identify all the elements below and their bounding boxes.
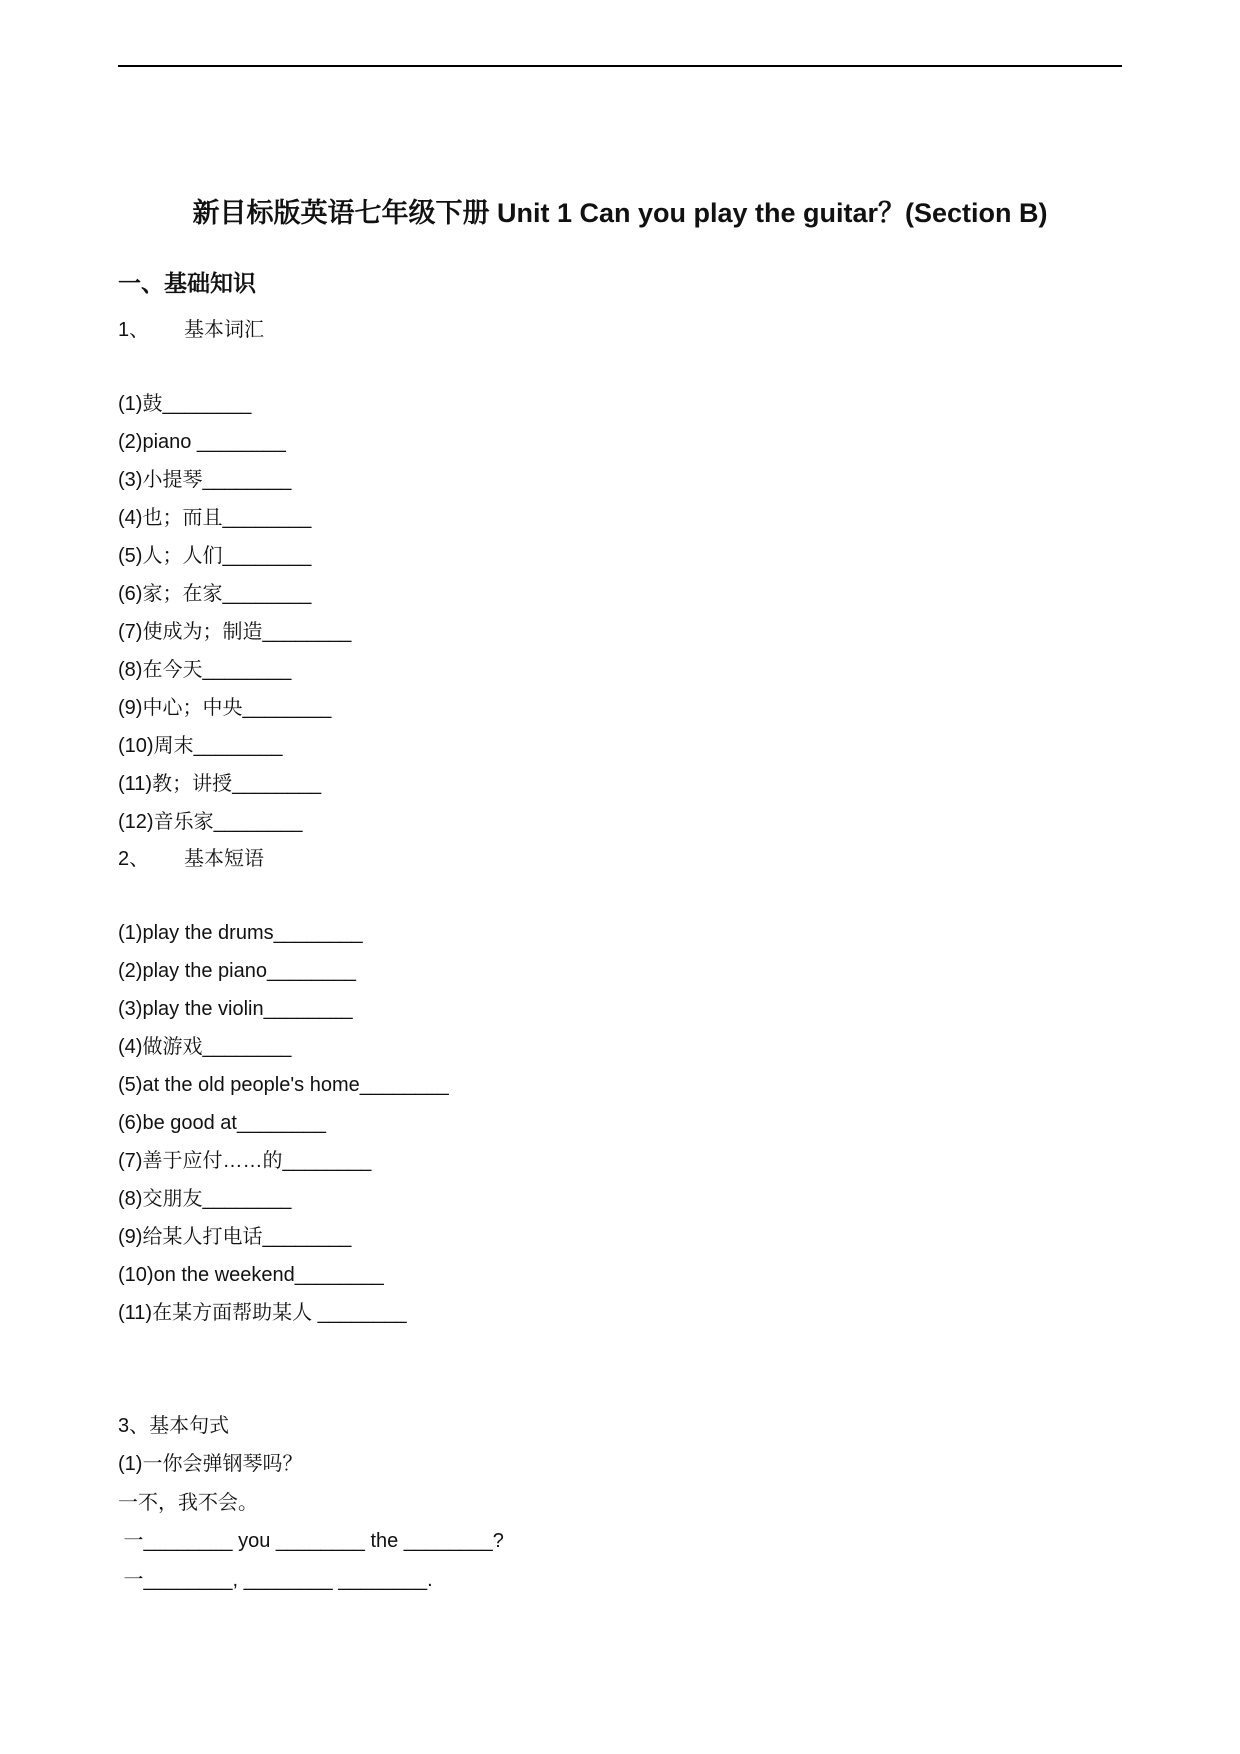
phrase-item: (7)善于应付……的________ bbox=[118, 1150, 372, 1172]
sentence-line: (1)一你会弹钢琴吗？ bbox=[118, 1453, 303, 1475]
vocab-item: (5)人；人们________ bbox=[118, 545, 312, 567]
phrases-list bbox=[118, 918, 449, 1336]
sentence-line: 一________, ________ ________. bbox=[118, 1569, 433, 1591]
phrase-item: (4)做游戏________ bbox=[118, 1036, 292, 1058]
phrase-item: (5)at the old people's home________ bbox=[118, 1074, 449, 1096]
sentence-line: 一不，我不会。 bbox=[118, 1492, 258, 1514]
phrases-heading bbox=[118, 844, 264, 874]
vocab-item: (1)鼓________ bbox=[118, 393, 252, 415]
vocab-list bbox=[118, 389, 351, 845]
page-title: 新目标版英语七年级下册 Unit 1 Can you play the guitar？(Section B) bbox=[192, 198, 1048, 228]
phrase-item: (11)在某方面帮助某人 ________ bbox=[118, 1302, 407, 1324]
sentences-heading: 3、基本句式 bbox=[118, 1415, 230, 1437]
vocab-item: (8)在今天________ bbox=[118, 659, 292, 681]
phrase-item: (10)on the weekend________ bbox=[118, 1264, 384, 1286]
vocab-item: (10)周末________ bbox=[118, 735, 283, 757]
phrases-heading-label: 基本短语 bbox=[184, 848, 264, 870]
vocab-item: (4)也；而且________ bbox=[118, 507, 312, 529]
vocab-heading bbox=[118, 315, 264, 345]
phrase-item: (9)给某人打电话________ bbox=[118, 1226, 352, 1248]
section-heading-basics: 一、基础知识 bbox=[118, 270, 256, 296]
vocab-item: (12)音乐家________ bbox=[118, 811, 303, 833]
vocab-heading-number: 1、 bbox=[118, 319, 150, 341]
phrases-heading-number: 2、 bbox=[118, 848, 150, 870]
phrase-item: (1)play the drums________ bbox=[118, 922, 363, 944]
vocab-item: (7)使成为；制造________ bbox=[118, 621, 352, 643]
vocab-item: (9)中心；中央________ bbox=[118, 697, 332, 719]
vocab-item: (2)piano ________ bbox=[118, 431, 286, 453]
phrase-item: (6)be good at________ bbox=[118, 1112, 326, 1134]
header-rule bbox=[118, 65, 1122, 67]
vocab-heading-label: 基本词汇 bbox=[184, 319, 264, 341]
phrase-item: (3)play the violin________ bbox=[118, 998, 353, 1020]
phrase-item: (8)交朋友________ bbox=[118, 1188, 292, 1210]
vocab-item: (6)家；在家________ bbox=[118, 583, 312, 605]
vocab-item: (11)教；讲授________ bbox=[118, 773, 322, 795]
vocab-item: (3)小提琴________ bbox=[118, 469, 292, 491]
phrase-item: (2)play the piano________ bbox=[118, 960, 356, 982]
sentence-line: 一________ you ________ the ________? bbox=[118, 1530, 504, 1552]
